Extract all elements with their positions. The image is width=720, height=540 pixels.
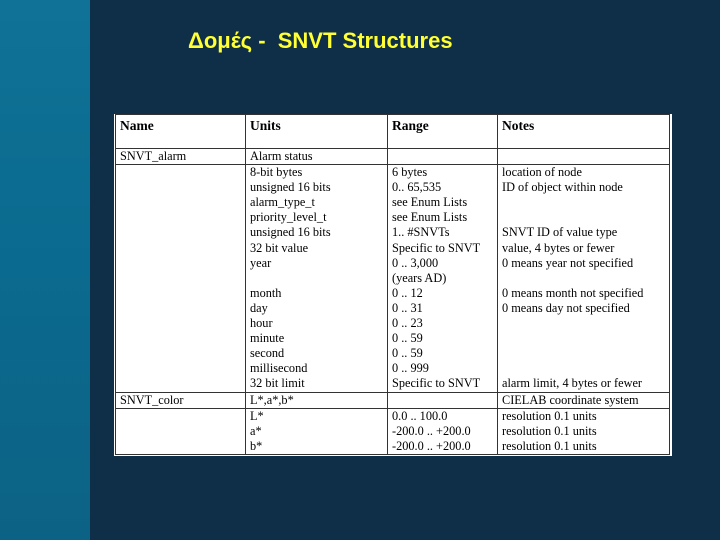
- table-cell-line: [502, 361, 665, 376]
- alarm-name-cell: SNVT_alarm: [116, 149, 246, 165]
- table-cell-line: 0 means day not specified: [502, 300, 630, 315]
- table-cell-line: 0 means year not specified: [502, 255, 634, 270]
- slide-title: Δομές - SNVT Structures: [188, 28, 453, 53]
- table-cell-line: 0 .. 999: [392, 361, 429, 376]
- left-accent-band: [0, 0, 90, 540]
- table-cell-line: day: [250, 300, 268, 315]
- table-cell-line: 0 .. 31: [392, 300, 423, 315]
- alarm-notes-list: [498, 165, 670, 392]
- table-cell-line: value, 4 bytes or fewer: [502, 240, 615, 255]
- table-row-alarm-fields: [116, 165, 670, 392]
- table-cell-line: 0 .. 12: [392, 285, 423, 300]
- table-cell-line: a*: [250, 423, 262, 438]
- table-cell-line: 1.. #SNVTs: [392, 225, 450, 240]
- alarm-range-list: [388, 165, 498, 392]
- table-cell-line: resolution 0.1 units: [502, 408, 597, 423]
- table-cell-line: [502, 271, 665, 286]
- table-cell-line: 8-bit bytes: [250, 165, 303, 180]
- table-cell-line: 0.. 65,535: [392, 180, 442, 195]
- color-units-header-cell: L*,a*,b*: [246, 392, 388, 408]
- table-row-alarm-header: [116, 149, 670, 165]
- table-cell-line: [502, 210, 665, 225]
- table-cell-line: b*: [250, 438, 263, 453]
- table-cell-line: unsigned 16 bits: [250, 180, 331, 195]
- table-header-row: [116, 115, 670, 149]
- color-notes-header-cell: CIELAB coordinate system: [498, 392, 670, 408]
- table-cell-line: see Enum Lists: [392, 210, 468, 225]
- table-cell-line: month: [250, 285, 282, 300]
- table-cell-line: Specific to SNVT: [392, 376, 481, 391]
- color-notes-list: [498, 408, 670, 454]
- table-cell-line: 0 .. 3,000: [392, 255, 439, 270]
- table-cell-line: second: [250, 346, 285, 361]
- table-cell-line: L*: [250, 408, 264, 423]
- table-cell-line: [502, 346, 665, 361]
- table-cell-line: Specific to SNVT: [392, 240, 481, 255]
- table-cell-line: 0 .. 23: [392, 316, 423, 331]
- table-cell-line: 32 bit limit: [250, 376, 305, 391]
- table-cell-line: ID of object within node: [502, 180, 623, 195]
- table-cell-line: 0.0 .. 100.0: [392, 408, 448, 423]
- table-cell-line: -200.0 .. +200.0: [392, 438, 471, 453]
- header-units: Units: [246, 115, 388, 149]
- alarm-range-empty: [388, 149, 498, 165]
- table-cell-line: hour: [250, 316, 273, 331]
- alarm-status-cell: Alarm status: [246, 149, 388, 165]
- table-cell-line: millisecond: [250, 361, 308, 376]
- table-cell-line: 0 .. 59: [392, 331, 423, 346]
- table-cell-line: 0 .. 59: [392, 346, 423, 361]
- table-cell-line: [502, 331, 665, 346]
- color-name-cell: SNVT_color: [116, 392, 246, 408]
- table-row-color-fields: [116, 408, 670, 454]
- alarm-name-empty: [116, 165, 246, 392]
- color-range-list: [388, 408, 498, 454]
- table-cell-line: [502, 316, 665, 331]
- table-cell-line: minute: [250, 331, 285, 346]
- snvt-table-image: [114, 114, 672, 456]
- table-row-color-header: [116, 392, 670, 408]
- table-cell-line: 32 bit value: [250, 240, 309, 255]
- header-name: Name: [116, 115, 246, 149]
- alarm-notes-empty: [498, 149, 670, 165]
- snvt-structures-table: [115, 114, 670, 455]
- table-cell-line: resolution 0.1 units: [502, 423, 597, 438]
- table-cell-line: alarm_type_t: [250, 195, 315, 210]
- table-cell-line: -200.0 .. +200.0: [392, 423, 471, 438]
- table-cell-line: alarm limit, 4 bytes or fewer: [502, 376, 643, 391]
- table-cell-line: location of node: [502, 165, 582, 180]
- color-units-list: [246, 408, 388, 454]
- table-cell-line: see Enum Lists: [392, 195, 468, 210]
- color-name-empty: [116, 408, 246, 454]
- header-range: Range: [388, 115, 498, 149]
- table-cell-line: year: [250, 255, 272, 270]
- color-range-empty: [388, 392, 498, 408]
- table-cell-line: unsigned 16 bits: [250, 225, 331, 240]
- table-cell-line: 6 bytes: [392, 165, 428, 180]
- table-cell-line: [250, 271, 383, 286]
- table-cell-line: 0 means month not specified: [502, 285, 644, 300]
- alarm-units-list: [246, 165, 388, 392]
- table-cell-line: [502, 195, 665, 210]
- table-cell-line: (years AD): [392, 270, 447, 285]
- header-notes: Notes: [498, 115, 670, 149]
- table-cell-line: resolution 0.1 units: [502, 438, 597, 453]
- table-cell-line: priority_level_t: [250, 210, 327, 225]
- table-cell-line: SNVT ID of value type: [502, 225, 618, 240]
